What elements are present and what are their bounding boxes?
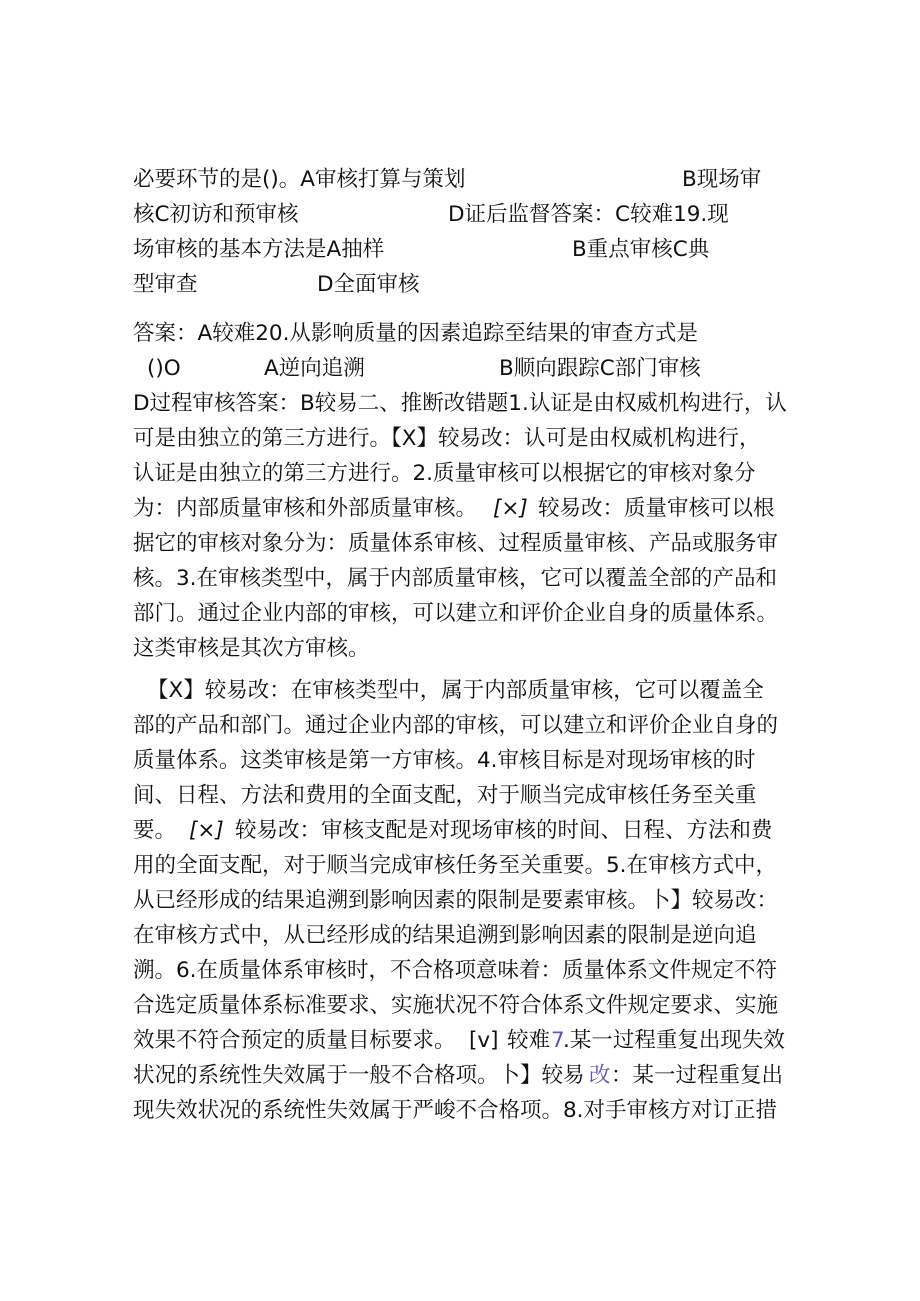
text-segment: 较易改：质量审核可以根 [538,496,775,521]
text-segment: 现失效状况的系统性失效属于严峻不合格项。8.对手审核方对订正措 [133,1098,778,1123]
question-number-7: 7 [551,1028,565,1053]
text-segment: .某一过程重复出现失效 [563,1028,785,1053]
answer-question-20: 答案：A较难20.从影响质量的因素追踪至结果的审查方式是 [133,321,698,346]
mark-cross: [×] [189,818,224,843]
text-segment: ：某一过程重复出 [611,1063,784,1088]
text-segment: 状况的系统性失效属于一般不合格项。卜】较易 [133,1063,585,1088]
accent-word: 改 [589,1063,611,1088]
mark-check: [v] [469,1028,499,1053]
text-segment: 在审核方式中，从已经形成的结果追溯到影响因素的限制是逆向追 [133,923,757,948]
question-18-stem: 必要环节的是()。A审核打算与策划 [133,167,466,192]
mark-cross: [×] [493,496,528,521]
text-segment: 合选定质量体系标准要求、实施状况不符合体系文件规定要求、实施 [133,993,779,1018]
text-segment: 质量体系。这类审核是第一方审核。4.审核目标是对现场审核的时 [133,748,756,773]
text-segment: 为：内部质量审核和外部质量审核。 [133,496,478,521]
text-segment: 核。3.在审核类型中，属于内部质量审核，它可以覆盖全部的产品和 [133,566,778,591]
text-segment: 较难 [507,1028,551,1053]
option-b-c-2: B顺向跟踪C部门审核 [499,356,701,381]
option-c-cont: 型审查 [133,272,198,297]
text-segment: 认证是由独立的第三方进行。2.质量审核可以根据它的审核对象分 [133,461,756,486]
text-segment: 要。 [133,818,177,843]
text-segment: 部门。通过企业内部的审核，可以建立和评价企业自身的质量体系。 [133,601,779,626]
text-segment: 较易改：审核支配是对现场审核的时间、日程、方法和费 [235,818,773,843]
blank-marker: ()O [147,356,181,381]
text-segment: D过程审核答案：B较易二、推断改错题1.认证是由权威机构进行，认 [133,391,787,416]
option-b: B现场审 [682,167,762,192]
text-segment: 溯。6.在质量体系审核时，不合格项意味着：质量体系文件规定不符 [133,958,778,983]
text-segment: 从已经形成的结果追溯到影响因素的限制是要素审核。卜】较易改： [133,888,779,913]
question-19-stem: 场审核的基本方法是A抽样 [133,237,385,262]
option-a: A逆向追溯 [264,356,365,381]
text-segment: 用的全面支配，对于顺当完成审核任务至关重要。5.在审核方式中， [133,853,778,878]
text-segment: 效果不符合预定的质量目标要求。 [133,1028,456,1053]
text-segment: 【X】较易改：在审核类型中，属于内部质量审核，它可以覆盖全 [147,678,764,703]
text-segment: 部的产品和部门。通过企业内部的审核，可以建立和评价企业自身的 [133,713,779,738]
text-segment: 据它的审核对象分为：质量体系审核、过程质量审核、产品或服务审 [133,531,779,556]
option-d: D全面审核 [317,272,420,297]
option-c: 核C初访和预审核 [133,202,299,227]
option-d-answer: D证后监督答案：C较难19.现 [448,202,729,227]
text-segment: 间、日程、方法和费用的全面支配，对于顺当完成审核任务至关重 [133,783,757,808]
text-segment: 这类审核是其次方审核。 [133,636,370,661]
text-segment: 可是由独立的第三方进行。【X】较易改：认可是由权威机构进行， [133,426,761,451]
option-b-c: B重点审核C典 [572,237,710,262]
